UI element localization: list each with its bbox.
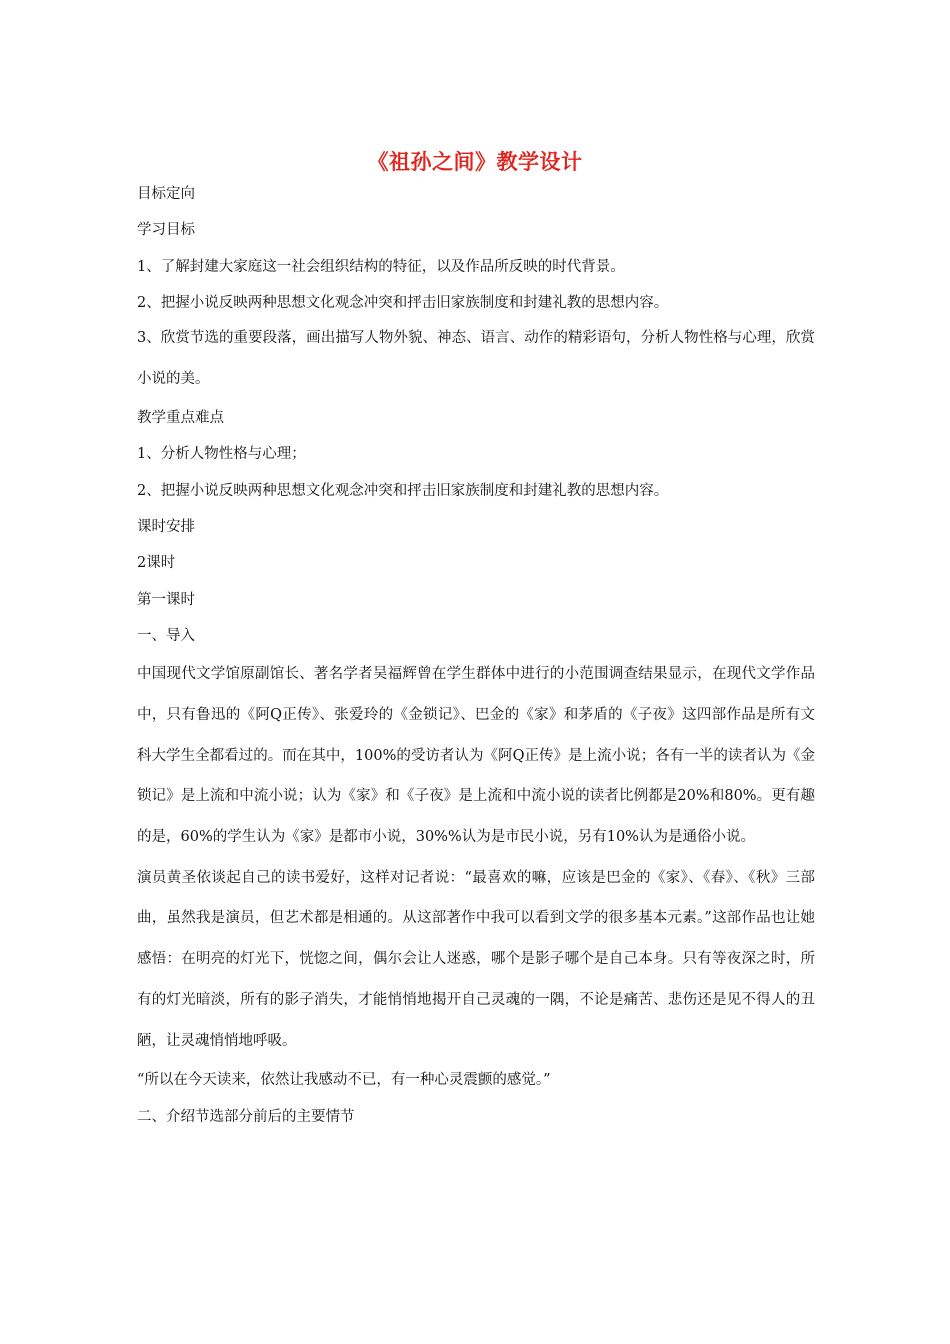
heading-learning-objectives: 学习目标 (137, 222, 195, 239)
intro-paragraph: 中国现代文学馆原副馆长、著名学者吴福辉曾在学生群体中进行的小范围调查结果显示，在现代文学作品中，只有鲁迅的《阿Q正传》、张爱玲的《金锁记》、巴金的《家》和茅盾的《子夜》这四部作品是所有文科大学生全都看过的。而在其中，100%的受访者认为《阿Q正传》是上流小说；各有一半的读者认为《金锁记》是上流和中流小说；认为《家》和《子夜》是上流和中流小说的读者比例都是20%和80%。更有趣的是，60%的学生认为《家》是都市小说，30%%认为是市民小说，另有10%认为是通俗小说。 (137, 666, 816, 846)
actress-paragraph: 演员黄圣依谈起自己的读书爱好，这样对记者说：“最喜欢的嘛，应该是巴金的《家》、《春》、《秋》三部曲，虽然我是演员，但艺术都是相通的。从这部著作中我可以看到文学的很多基本元素。”这部作品也让她感悟：在明亮的灯光下，恍惚之间，偶尔会让人迷惑，哪个是影子哪个是自己本身。只有等夜深之时，所有的灯光暗淡，所有的影子消失，才能悄悄地揭开自己灵魂的一隅，不论是痛苦、悲伤还是见不得人的丑陋，让灵魂悄悄地呼吸。 (137, 869, 815, 1049)
section-introduction: 一、导入 (137, 627, 195, 644)
key-point-2: 2、把握小说反映两种思想文化观念冲突和抨击旧家族制度和封建礼教的思想内容。 (137, 482, 669, 499)
objective-item-1: 1、了解封建大家庭这一社会组织结构的特征，以及作品所反映的时代背景。 (137, 258, 625, 275)
section-plot-summary: 二、介绍节选部分前后的主要情节 (137, 1109, 355, 1126)
document-title: 《祖孙之间》教学设计 (367, 149, 583, 174)
quote-line: “所以在今天读来，依然让我感动不已，有一种心灵震颤的感觉。” (137, 1072, 551, 1089)
document-body (137, 176, 815, 1136)
objective-item-2: 2、把握小说反映两种思想文化观念冲突和抨击旧家族制度和封建礼教的思想内容。 (137, 294, 669, 311)
objective-item-3: 3、欣赏节选的重要段落，画出描写人物外貌、神态、语言、动作的精彩语句，分析人物性格与心理，欣赏小说的美。 (137, 330, 815, 388)
key-point-1: 1、分析人物性格与心理； (137, 446, 306, 463)
heading-class-schedule: 课时安排 (137, 519, 195, 536)
heading-objective-orientation: 目标定向 (137, 186, 195, 202)
class-hours: 2课时 (137, 555, 176, 572)
heading-first-lesson: 第一课时 (137, 591, 195, 608)
heading-key-difficult-points: 教学重点难点 (137, 410, 224, 427)
